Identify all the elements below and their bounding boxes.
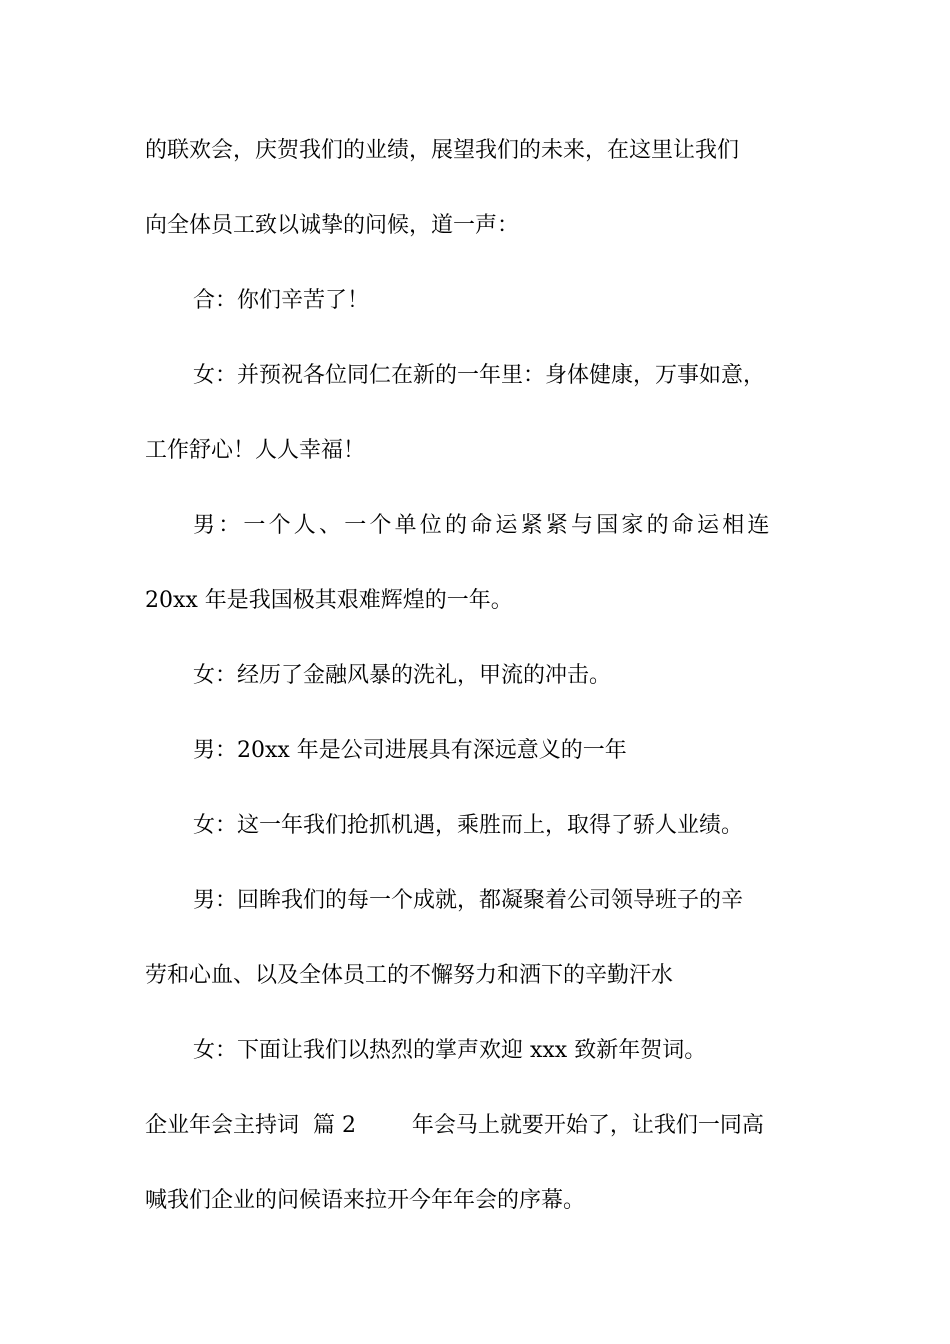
paragraph-line: 劳和心血、以及全体员工的不懈努力和洒下的辛勤汗水 — [145, 963, 674, 988]
paragraph-line: 男：回眸我们的每一个成就，都凝聚着公司领导班子的辛 — [193, 888, 744, 913]
paragraph-line: 女：并预祝各位同仁在新的一年里：身体健康，万事如意， — [193, 363, 766, 388]
paragraph-line: 工作舒心！人人幸福！ — [145, 438, 366, 463]
paragraph-line: 喊我们企业的问候语来拉开今年年会的序幕。 — [145, 1188, 586, 1213]
section-heading-line: 企业年会主持词 篇 2 年会马上就要开始了，让我们一同高 — [145, 1113, 764, 1138]
paragraph-line: 20xx 年是我国极其艰难辉煌的一年。 — [145, 588, 513, 613]
paragraph-line: 女：经历了金融风暴的洗礼，甲流的冲击。 — [193, 663, 612, 688]
paragraph-line: 女：下面让我们以热烈的掌声欢迎 xxx 致新年贺词。 — [193, 1038, 707, 1063]
paragraph-line: 向全体员工致以诚挚的问候，道一声： — [145, 213, 520, 238]
paragraph-line: 的联欢会，庆贺我们的业绩，展望我们的未来，在这里让我们 — [145, 138, 740, 163]
paragraph-line: 男：20xx 年是公司进展具有深远意义的一年 — [193, 738, 627, 763]
paragraph-line: 男：一个人、一个单位的命运紧紧与国家的命运相连 — [193, 513, 773, 538]
paragraph-line: 合：你们辛苦了！ — [193, 288, 370, 313]
paragraph-line: 女：这一年我们抢抓机遇，乘胜而上，取得了骄人业绩。 — [193, 813, 744, 838]
